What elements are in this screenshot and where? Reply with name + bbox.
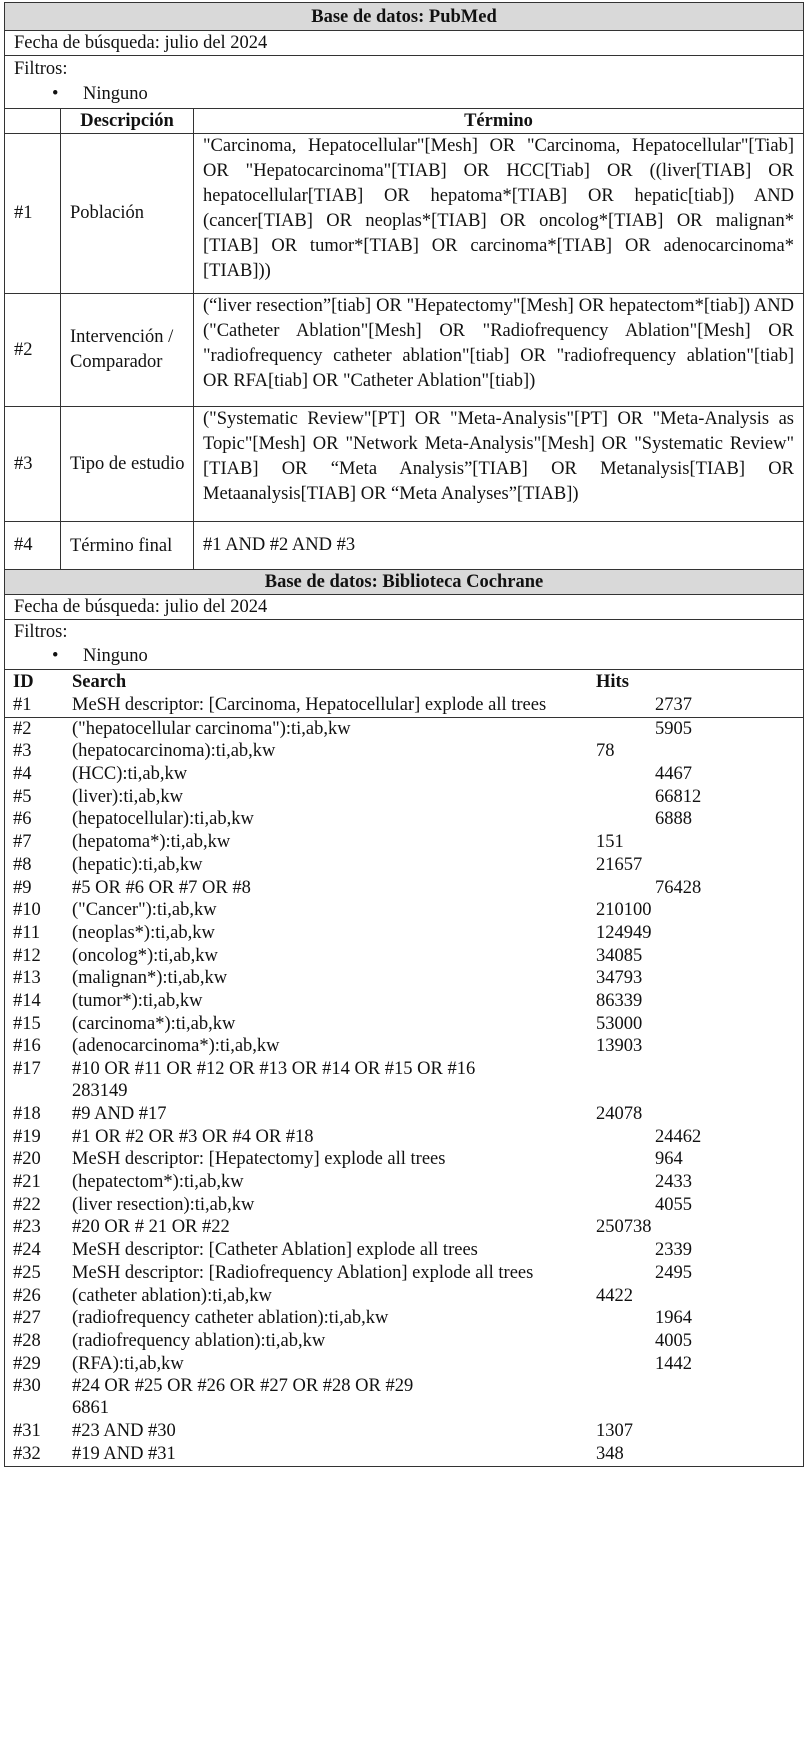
cochrane-row: [5, 990, 803, 1013]
cochrane-row-search: (neoplas*):ti,ab,kw: [72, 922, 215, 943]
pubmed-filters-value: Ninguno: [83, 84, 148, 104]
cochrane-row-hits: 24078: [596, 1104, 643, 1124]
cochrane-row-hits: 151: [596, 832, 624, 853]
cochrane-filters-label: Filtros:: [14, 622, 68, 642]
cochrane-row-search: MeSH descriptor: [Radiofrequency Ablation] explode all trees: [72, 1262, 534, 1283]
cochrane-row: [5, 1239, 803, 1262]
cochrane-row-search: (hepatectom*):ti,ab,kw: [72, 1172, 244, 1193]
cochrane-table: [5, 670, 803, 1466]
cochrane-row-search: (hepatocellular):ti,ab,kw: [72, 809, 254, 830]
cochrane-row: [5, 718, 803, 741]
cochrane-filters: [5, 620, 803, 670]
cochrane-row-id: #16: [13, 1036, 41, 1057]
cochrane-row-hits: 6861: [72, 1398, 109, 1419]
cochrane-row-hits: 250738: [596, 1217, 652, 1238]
cochrane-row-hits: 283149: [72, 1081, 128, 1101]
cochrane-row-search: #9 AND #17: [72, 1104, 167, 1124]
cochrane-row: [5, 877, 803, 900]
cochrane-row: [5, 1375, 803, 1420]
cochrane-row-hits: 2737: [655, 695, 692, 715]
cochrane-row-id: #17: [13, 1059, 41, 1079]
cochrane-row: [5, 1013, 803, 1036]
cochrane-row-id: #10: [13, 900, 41, 921]
cochrane-row-id: #8: [13, 854, 32, 875]
pubmed-filters-item: [14, 82, 803, 107]
cochrane-row: [5, 967, 803, 990]
bullet-icon: •: [52, 646, 59, 666]
cochrane-row-id: #21: [13, 1172, 41, 1193]
cochrane-row-search: (tumor*):ti,ab,kw: [72, 990, 203, 1011]
cochrane-row-hits: 1307: [596, 1421, 633, 1442]
cochrane-row-id: #31: [13, 1421, 41, 1442]
cochrane-row: [5, 1058, 803, 1103]
cochrane-row-hits: 13903: [596, 1036, 643, 1057]
cochrane-row-id: #24: [13, 1240, 41, 1261]
cochrane-row-search: #20 OR # 21 OR #22: [72, 1217, 230, 1238]
cochrane-row-search: (radiofrequency ablation):ti,ab,kw: [72, 1330, 326, 1351]
cochrane-row-hits: 78: [596, 741, 615, 762]
pubmed-row-desc: Población: [61, 134, 194, 294]
pubmed-row-id: #1: [5, 134, 61, 294]
cochrane-row-id: #11: [13, 922, 41, 943]
pubmed-row-term: #1 AND #2 AND #3: [203, 535, 356, 555]
cochrane-row-hits: 2433: [655, 1172, 692, 1193]
cochrane-row-hits: 34793: [596, 968, 643, 989]
cochrane-row-search: ("Cancer"):ti,ab,kw: [72, 900, 217, 921]
cochrane-row-hits: 34085: [596, 945, 643, 966]
cochrane-row-search: #19 AND #31: [72, 1443, 176, 1464]
cochrane-row: [5, 1307, 803, 1330]
pubmed-row-id: #3: [5, 407, 61, 522]
cochrane-row-id: #6: [13, 809, 32, 830]
cochrane-row-id: #30: [13, 1376, 41, 1397]
cochrane-row-search: (radiofrequency catheter ablation):ti,ab,kw: [72, 1308, 389, 1329]
cochrane-row-search: (adenocarcinoma*):ti,ab,kw: [72, 1036, 280, 1057]
cochrane-row: [5, 1194, 803, 1217]
cochrane-row-search: (hepatic):ti,ab,kw: [72, 854, 203, 875]
cochrane-row: [5, 922, 803, 945]
cochrane-row-hits: 21657: [596, 854, 643, 875]
cochrane-row-id: #3: [13, 741, 32, 762]
cochrane-row-id: #29: [13, 1353, 41, 1374]
cochrane-row: [5, 945, 803, 968]
search-strategy-document: [4, 2, 804, 1467]
cochrane-row-id: #26: [13, 1285, 41, 1306]
cochrane-row: [5, 808, 803, 831]
pubmed-row-desc: Término final: [61, 522, 194, 569]
cochrane-row: [5, 1216, 803, 1239]
pubmed-col-descripcion: Descripción: [61, 109, 194, 134]
cochrane-row-hits: 2339: [655, 1240, 692, 1261]
cochrane-row-search: #23 AND #30: [72, 1421, 176, 1442]
cochrane-row-hits: 4005: [655, 1330, 692, 1351]
cochrane-filters-value: Ninguno: [83, 646, 148, 666]
cochrane-row-id: #28: [13, 1330, 41, 1351]
cochrane-row-id: #4: [13, 764, 32, 785]
cochrane-row-id: #7: [13, 832, 32, 853]
cochrane-row-hits: 1442: [655, 1353, 692, 1374]
bullet-icon: •: [52, 84, 59, 104]
pubmed-table: [5, 109, 803, 570]
cochrane-row: [5, 1103, 803, 1126]
cochrane-row-search: #10 OR #11 OR #12 OR #13 OR #14 OR #15 OR #16: [72, 1059, 476, 1079]
cochrane-row-id: #32: [13, 1443, 41, 1464]
cochrane-row: [5, 899, 803, 922]
cochrane-row: [5, 1171, 803, 1194]
cochrane-row-hits: 210100: [596, 900, 652, 921]
cochrane-row-hits: 4467: [655, 764, 692, 785]
pubmed-row-term: ("Systematic Review"[PT] OR "Meta-Analysis"[PT] OR "Meta-Analysis as Topic"[Mesh] OR "Network Meta-Analysis"[Mesh] OR "Systematic Review"[TIAB] OR “Meta Analysis”[TIAB] OR Metanalysis[TIAB] OR Metaanalysis[TIAB] OR “Meta Analyses”[TIAB]): [194, 407, 803, 522]
cochrane-row-hits: 24462: [655, 1126, 702, 1147]
cochrane-row-hits: 1964: [655, 1308, 692, 1329]
cochrane-row-id: #2: [13, 718, 32, 739]
cochrane-row-search: MeSH descriptor: [Hepatectomy] explode all trees: [72, 1149, 446, 1170]
pubmed-col-termino: Término: [194, 109, 803, 134]
cochrane-row: [5, 763, 803, 786]
cochrane-row-search: (hepatoma*):ti,ab,kw: [72, 832, 231, 853]
cochrane-row-search: (malignan*):ti,ab,kw: [72, 968, 228, 989]
cochrane-row-hits: 348: [596, 1443, 624, 1464]
cochrane-row-id: #22: [13, 1194, 41, 1215]
cochrane-row-id: #1: [13, 695, 32, 715]
cochrane-row-id: #9: [13, 877, 32, 898]
cochrane-row-id: #27: [13, 1308, 41, 1329]
cochrane-row-search: MeSH descriptor: [Carcinoma, Hepatocellular] explode all trees: [72, 695, 547, 715]
pubmed-row-id: #2: [5, 294, 61, 407]
cochrane-row-search: (hepatocarcinoma):ti,ab,kw: [72, 741, 276, 762]
cochrane-row-search: (HCC):ti,ab,kw: [72, 764, 188, 785]
cochrane-row-search: #24 OR #25 OR #26 OR #27 OR #28 OR #29: [72, 1376, 414, 1397]
cochrane-row: [5, 740, 803, 763]
cochrane-row-search: (oncolog*):ti,ab,kw: [72, 945, 218, 966]
cochrane-row: [5, 1148, 803, 1171]
cochrane-row-hits: 964: [655, 1149, 683, 1170]
cochrane-row-id: #13: [13, 968, 41, 989]
cochrane-row-id: #20: [13, 1149, 41, 1170]
cochrane-row-hits: 4422: [596, 1285, 633, 1306]
cochrane-row-id: #15: [13, 1013, 41, 1034]
pubmed-header: Base de datos: PubMed: [5, 3, 803, 31]
cochrane-row-id: #18: [13, 1104, 41, 1124]
pubmed-row-desc: Tipo de estudio: [61, 407, 194, 522]
cochrane-row-id: #12: [13, 945, 41, 966]
cochrane-row: [5, 831, 803, 854]
pubmed-row-desc: Intervención / Comparador: [61, 294, 194, 407]
cochrane-row-search: #5 OR #6 OR #7 OR #8: [72, 877, 251, 898]
cochrane-row-search: (liver resection):ti,ab,kw: [72, 1194, 255, 1215]
cochrane-row-hits: 66812: [655, 786, 702, 807]
cochrane-row-hits: 6888: [655, 809, 692, 830]
cochrane-row-search: ("hepatocellular carcinoma"):ti,ab,kw: [72, 718, 351, 739]
cochrane-row-hits: 5905: [655, 718, 692, 739]
cochrane-row-search: (carcinoma*):ti,ab,kw: [72, 1013, 236, 1034]
cochrane-row-search: MeSH descriptor: [Catheter Ablation] explode all trees: [72, 1240, 478, 1261]
cochrane-row: [5, 1035, 803, 1058]
cochrane-row: [5, 1285, 803, 1308]
cochrane-row: [5, 1126, 803, 1149]
cochrane-row: [5, 1353, 803, 1376]
cochrane-row-hits: 53000: [596, 1013, 643, 1034]
cochrane-row: [5, 786, 803, 809]
cochrane-row: [5, 1330, 803, 1353]
cochrane-row-hits: 76428: [655, 877, 702, 898]
cochrane-row-id: #19: [13, 1126, 41, 1147]
cochrane-row-id: #14: [13, 990, 41, 1011]
cochrane-row: [5, 1443, 803, 1466]
cochrane-header: Base de datos: Biblioteca Cochrane: [5, 570, 803, 595]
pubmed-filters: [5, 56, 803, 109]
cochrane-row-hits: 124949: [596, 922, 652, 943]
cochrane-filters-item: [14, 644, 803, 669]
pubmed-row-id: #4: [5, 522, 61, 569]
cochrane-row-search: #1 OR #2 OR #3 OR #4 OR #18: [72, 1126, 314, 1147]
cochrane-row-hits: 86339: [596, 990, 643, 1011]
cochrane-row-search: (RFA):ti,ab,kw: [72, 1353, 184, 1374]
cochrane-row: [5, 694, 803, 718]
cochrane-row: [5, 1420, 803, 1443]
cochrane-row-search: (catheter ablation):ti,ab,kw: [72, 1285, 272, 1306]
cochrane-row: [5, 854, 803, 877]
cochrane-row: [5, 1262, 803, 1285]
pubmed-row-term: "Carcinoma, Hepatocellular"[Mesh] OR "Carcinoma, Hepatocellular"[Tiab] OR "Hepatocarcinoma"[TIAB] OR HCC[Tiab] OR ((liver[TIAB] OR hepatocellular[TIAB] OR hepatoma*[TIAB] OR hepatic[tiab]) AND (cancer[TIAB] OR neoplas*[TIAB] OR oncolog*[TIAB] OR malignan*[TIAB] OR tumor*[TIAB] OR carcinoma*[TIAB] OR adenocarcinoma*[TIAB])): [194, 134, 803, 294]
cochrane-row-id: #5: [13, 786, 32, 807]
cochrane-row-hits: 4055: [655, 1194, 692, 1215]
cochrane-col-id: ID: [13, 672, 34, 692]
cochrane-col-search: Search: [72, 672, 127, 692]
cochrane-rows: [5, 694, 803, 1466]
cochrane-col-hits: Hits: [596, 672, 629, 692]
cochrane-row-id: #25: [13, 1262, 41, 1283]
cochrane-table-header: [5, 670, 803, 694]
cochrane-row-search: (liver):ti,ab,kw: [72, 786, 183, 807]
pubmed-col-id: [5, 109, 61, 134]
cochrane-search-date: Fecha de búsqueda: julio del 2024: [5, 595, 803, 620]
pubmed-search-date: Fecha de búsqueda: julio del 2024: [5, 31, 803, 56]
cochrane-row-hits: 2495: [655, 1262, 692, 1283]
pubmed-filters-label: Filtros:: [14, 59, 68, 79]
cochrane-row-id: #23: [13, 1217, 41, 1238]
pubmed-row-term: (“liver resection”[tiab] OR "Hepatectomy"[Mesh] OR hepatectom*[tiab]) AND ("Catheter Ablation"[Mesh] OR "Radiofrequency Ablation"[Mesh] OR "radiofrequency catheter ablation"[tiab] OR "radiofrequency ablation"[tiab] OR RFA[tiab] OR "Catheter Ablation"[tiab]): [194, 294, 803, 407]
